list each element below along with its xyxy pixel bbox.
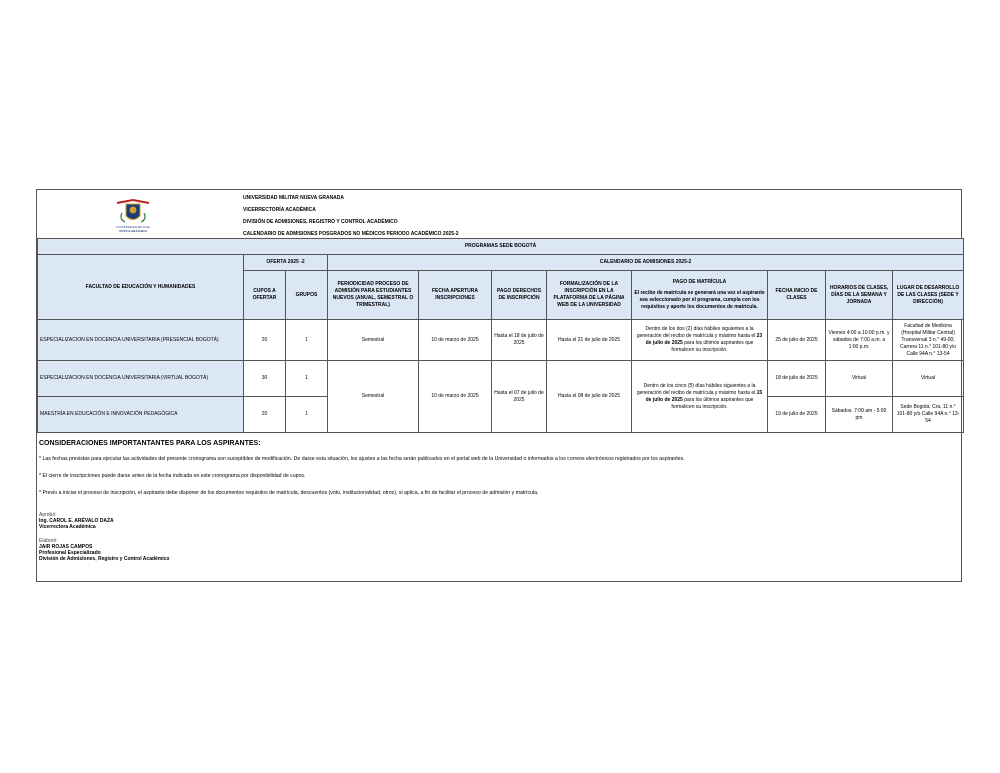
program-name: MAESTRÍA EN EDUCACIÓN E INNOVACIÓN PEDAGÓGICA <box>38 397 244 433</box>
elaboro-role: Profesional Especializado <box>39 550 101 556</box>
cupos-value: 20 <box>244 397 286 433</box>
admissions-table <box>37 238 964 433</box>
inicio-value: 18 de julio de 2025 <box>768 361 826 397</box>
note-item: * El cierre de inscripciones puede darse antes de la fecha indicada en este cronograma por disponibilidad de cupos. <box>39 473 306 479</box>
aprobo-label: Aprobó: <box>39 512 57 518</box>
col-lugar: LUGAR DE DESARROLLO DE LAS CLASES (SEDE Y DIRECCIÓN) <box>893 271 964 320</box>
header-university: UNIVERSIDAD MILITAR NUEVA GRANADA <box>243 195 345 201</box>
lugar-value: Sede Bogotá: Cra. 11 n.° 101-80 y/o Calle 94A n.° 13-54 <box>893 397 964 433</box>
col-matricula-desc: El recibo de matrícula se generará una vez el aspirante sea seleccionado por el programa, cumpla con los requisitos y aporte los documentos de matrícula. <box>634 290 765 310</box>
col-inicio: FECHA INICIO DE CLASES <box>768 271 826 320</box>
svg-text:UNIVERSIDAD MILITAR: UNIVERSIDAD MILITAR <box>116 225 150 229</box>
elaboro-name: JAIR ROJAS CAMPOS <box>39 544 93 550</box>
cupos-value: 30 <box>244 361 286 397</box>
col-cupos: CUPOS A OFERTAR <box>244 271 286 320</box>
apertura-value: 10 de marzo de 2025 <box>419 361 492 433</box>
elaboro-label: Elaboró: <box>39 538 58 544</box>
pago-value: Hasta el 18 de julio de 2025 <box>492 320 547 361</box>
matricula-value: Dentro de los dos (2) días hábiles siguientes a la generación del recibo de matrícula y máximo hasta el 23 de julio de 2025 para los últimos aspirantes que formalicen su inscripción. <box>632 320 768 361</box>
elaboro-dept: División de Admisiones, Registro y Control Académico <box>39 556 170 562</box>
note-item: * Previo a iniciar el proceso de inscripción, el aspirante debe disponer de los documentos requisitos de matrícula, descuentos (voto, institucionalidad, otros), si aplica, a fin de facilitar el proceso de admisión y matrícula. <box>39 490 539 496</box>
horarios-value: Viernes 4:00 a 10:00 p.m. y sábados de 7:00 a.m. a 1:00 p.m. <box>826 320 893 361</box>
header-division: DIVISIÓN DE ADMISIONES, REGISTRO Y CONTROL ACADÉMICO <box>243 219 398 225</box>
inicio-value: 19 de julio de 2025 <box>768 397 826 433</box>
pago-value: Hasta el 07 de julio de 2025 <box>492 361 547 433</box>
cupos-value: 20 <box>244 320 286 361</box>
horarios-value: Virtual <box>826 361 893 397</box>
calendar-sheet <box>36 189 962 582</box>
col-periodicidad: PERIODICIDAD PROCESO DE ADMISIÓN PARA ESTUDIANTES NUEVOS (ANUAL, SEMESTRAL O TRIMESTRAL) <box>328 271 419 320</box>
notes-title: CONSIDERACIONES IMPORTANTANTES PARA LOS ASPIRANTES: <box>39 440 261 447</box>
lugar-value: Virtual <box>893 361 964 397</box>
formalizacion-value: Hasta el 21 de julio de 2025 <box>547 320 632 361</box>
col-apertura: FECHA APERTURA INSCRIPCIONES <box>419 271 492 320</box>
table-row <box>38 361 964 397</box>
aprobo-name: Ing. CAROL E. ARÉVALO DAZA <box>39 518 114 524</box>
oferta-header: OFERTA 2025 -2 <box>244 255 328 271</box>
apertura-value: 10 de marzo de 2025 <box>419 320 492 361</box>
university-logo <box>113 195 153 233</box>
table-row <box>38 320 964 361</box>
calendario-header: CALENDARIO DE ADMISIONES 2025-2 <box>328 255 964 271</box>
notes-section <box>39 438 959 562</box>
col-horarios: HORARIOS DE CLASES, DÍAS DE LA SEMANA Y JORNADA <box>826 271 893 320</box>
grupos-value: 1 <box>286 361 328 397</box>
approval-block <box>39 512 959 530</box>
grupos-value: 1 <box>286 397 328 433</box>
section-title: PROGRAMAS SEDE BOGOTÁ <box>38 239 964 255</box>
faculty-header: FACULTAD DE EDUCACIÓN Y HUMANIDADES <box>38 255 244 320</box>
horarios-value: Sábados. 7:00 am - 5:00 pm <box>826 397 893 433</box>
lugar-value: Facultad de Medicina (Hospital Militar Central) Transversal 3 n.° 49-00; Carrera 11 n.° 101-80 y/o Calle 94A n.° 13-54 <box>893 320 964 361</box>
col-matricula <box>632 271 768 320</box>
aprobo-role: Vicerrectora Académica <box>39 524 96 530</box>
formalizacion-value: Hasta el 08 de julio de 2025 <box>547 361 632 433</box>
program-name: ESPECIALIZACION EN DOCENCIA UNIVERSITARIA (PRESENCIAL BOGOTÁ) <box>38 320 244 361</box>
col-formalizacion: FORMALIZACIÓN DE LA INSCRIPCIÓN EN LA PLATAFORMA DE LA PÁGINA WEB DE LA UNIVERSIDAD <box>547 271 632 320</box>
svg-text:NUEVA GRANADA: NUEVA GRANADA <box>119 229 147 233</box>
col-matricula-title: PAGO DE MATRÍCULA <box>672 279 727 285</box>
inicio-value: 25 de julio de 2025 <box>768 320 826 361</box>
periodicidad-value: Semestral <box>328 320 419 361</box>
col-pago: PAGO DERECHOS DE INSCRIPCIÓN <box>492 271 547 320</box>
col-grupos: GRUPOS <box>286 271 328 320</box>
periodicidad-value: Semestral <box>328 361 419 433</box>
header-calendar-title: CALENDARIO DE ADMISIONES POSGRADOS NO MÉDICOS PERIODO ACADÉMICO 2025-2 <box>243 231 459 237</box>
grupos-value: 1 <box>286 320 328 361</box>
note-item: * Las fechas previstas para ejecutar las actividades del presente cronograma son suceptibles de modificación. De darse esta situación, los ajustes a las fecha serán publicados en el portal web de la Universidad o informados a los correos electrónicos registrados por los aspirantes. <box>39 456 685 462</box>
program-name: ESPECIALIZACION EN DOCENCIA UNIVERSITARIA (VIRTUAL BOGOTÁ) <box>38 361 244 397</box>
elaboration-block <box>39 538 959 562</box>
document-header <box>37 190 961 239</box>
matricula-value: Dentro de los cinco (5) días hábiles siguientes a la generación del recibo de matrícula y máximo hasta el 15 de julio de 2025 para los últimos aspirantes que formalicen su inscripción. <box>632 361 768 433</box>
header-vicerrectoria: VICERRECTORÍA ACADÉMICA <box>243 207 316 213</box>
